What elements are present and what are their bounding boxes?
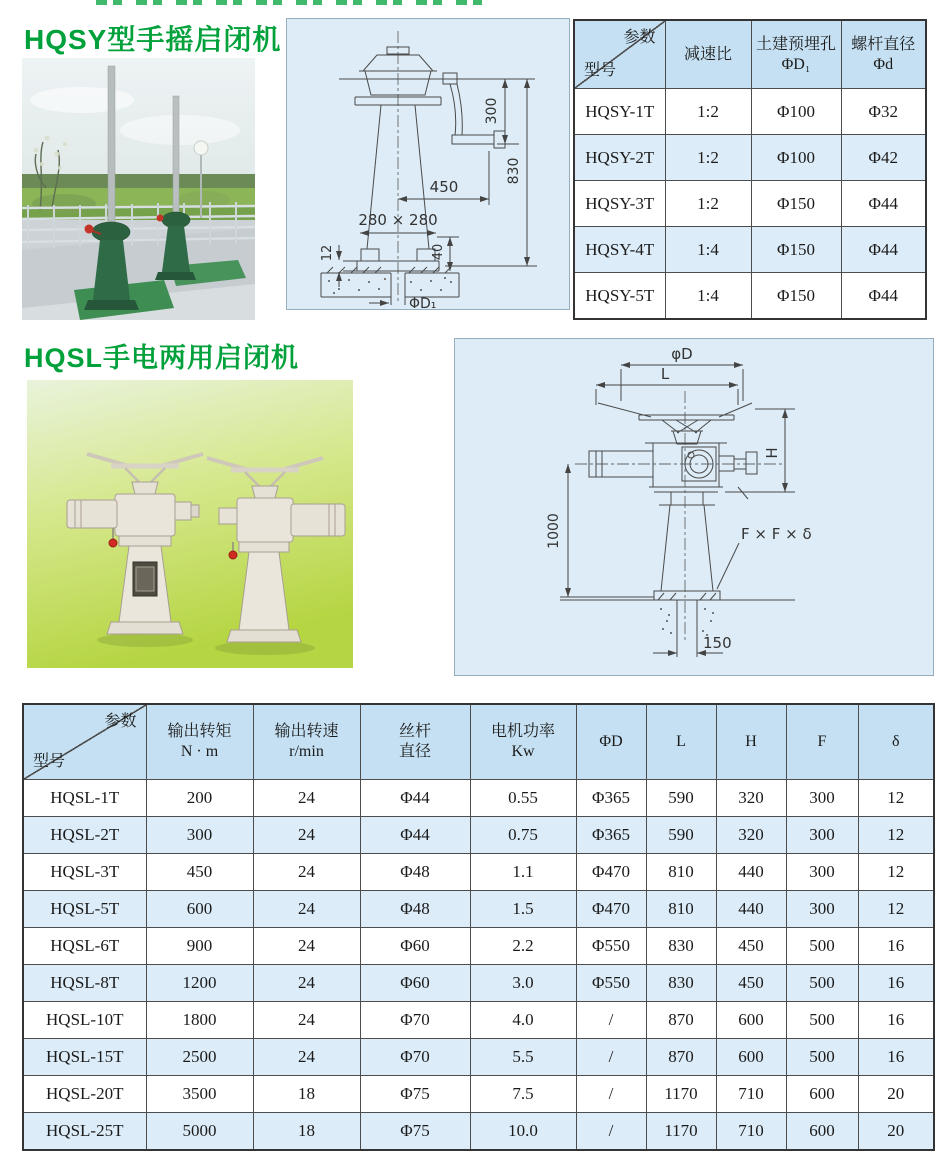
table-cell: 300 <box>786 780 858 817</box>
table-cell: 1170 <box>646 1113 716 1151</box>
table-cell: 18 <box>253 1076 360 1113</box>
dimensions <box>320 79 537 309</box>
table-cell: HQSY-5T <box>574 273 665 320</box>
table-cell: 590 <box>646 817 716 854</box>
header-h: H <box>716 704 786 780</box>
table-row <box>23 1113 934 1151</box>
table-cell: 830 <box>646 965 716 1002</box>
actuator-body-outline <box>589 443 757 505</box>
concrete-speckles <box>660 608 714 636</box>
ground-hatch <box>321 267 459 305</box>
table-row <box>23 1039 934 1076</box>
corner-label-parameter: 参数 <box>623 29 656 46</box>
table-cell: Φ150 <box>751 273 841 320</box>
header-reduction-ratio: 减速比 <box>665 20 751 89</box>
table-cell: 1:2 <box>665 135 751 181</box>
table-cell: 500 <box>786 1002 858 1039</box>
table-cell: Φ75 <box>360 1076 470 1113</box>
dim-1000: 1000 <box>546 513 562 549</box>
table-cell: HQSL-10T <box>23 1002 146 1039</box>
corner-label-model: 型号 <box>33 753 66 770</box>
table-cell: 600 <box>716 1039 786 1076</box>
table-row <box>574 135 926 181</box>
table-cell: 810 <box>646 854 716 891</box>
corner-label-parameter: 参数 <box>104 713 137 730</box>
screw-stem-left <box>108 66 115 232</box>
table-cell: 1800 <box>146 1002 253 1039</box>
table-cell: HQSL-3T <box>23 854 146 891</box>
section-title-hqsl: HQSL手电两用启闭机 <box>24 343 300 373</box>
header-motor-power: 电机功率 Kw <box>470 704 576 780</box>
table-cell: 3.0 <box>470 965 576 1002</box>
table-cell: 18 <box>253 1113 360 1151</box>
dim-450: 450 <box>429 178 459 196</box>
table-cell: 870 <box>646 1002 716 1039</box>
table-cell: Φ470 <box>576 891 646 928</box>
table-cell: 1200 <box>146 965 253 1002</box>
table-cell: 500 <box>786 965 858 1002</box>
table-cell: 320 <box>716 780 786 817</box>
table-cell: Φ470 <box>576 854 646 891</box>
table-cell: 24 <box>253 854 360 891</box>
concrete-speckles <box>328 277 452 294</box>
corner-header-cell <box>23 704 146 780</box>
table-cell: 870 <box>646 1039 716 1076</box>
table-cell: HQSL-15T <box>23 1039 146 1076</box>
dim-280x280: 280 × 280 <box>358 211 438 229</box>
table-cell: 500 <box>786 928 858 965</box>
dim-h: H <box>763 447 781 459</box>
table-cell: 450 <box>146 854 253 891</box>
table-cell: 710 <box>716 1076 786 1113</box>
table-cell: 1:2 <box>665 181 751 227</box>
header-output-speed: 输出转速 r/min <box>253 704 360 780</box>
table-cell: 24 <box>253 891 360 928</box>
header-phi-d: ΦD <box>576 704 646 780</box>
table-cell: 24 <box>253 817 360 854</box>
table-cell: Φ42 <box>841 135 926 181</box>
table-cell: Φ44 <box>841 273 926 320</box>
table-cell: 500 <box>786 1039 858 1076</box>
table-cell: 600 <box>716 1002 786 1039</box>
header-f: F <box>786 704 858 780</box>
table-cell: 710 <box>716 1113 786 1151</box>
table-row <box>574 181 926 227</box>
table-row <box>23 1002 934 1039</box>
table-row <box>23 780 934 817</box>
table-cell: 300 <box>786 854 858 891</box>
table-cell: 24 <box>253 1039 360 1076</box>
corner-header-cell <box>574 20 665 89</box>
table-cell: Φ75 <box>360 1113 470 1151</box>
table-cell: 1.5 <box>470 891 576 928</box>
table-cell: 300 <box>786 817 858 854</box>
table-cell: 590 <box>646 780 716 817</box>
table-row <box>23 928 934 965</box>
table-cell: Φ70 <box>360 1002 470 1039</box>
hqsl-parameter-table <box>22 703 935 1151</box>
table-cell: HQSL-6T <box>23 928 146 965</box>
table-row <box>23 965 934 1002</box>
table-cell: HQSY-2T <box>574 135 665 181</box>
table-cell: Φ100 <box>751 89 841 135</box>
dim-l: L <box>660 365 670 383</box>
table-row <box>23 817 934 854</box>
table-row <box>574 273 926 320</box>
table-cell: 1.1 <box>470 854 576 891</box>
table-cell: / <box>576 1002 646 1039</box>
table-cell: Φ365 <box>576 817 646 854</box>
hqsy-parameter-table <box>573 19 927 320</box>
table-cell: Φ550 <box>576 965 646 1002</box>
table-cell: 24 <box>253 965 360 1002</box>
header-output-torque: 输出转矩 N · m <box>146 704 253 780</box>
table-cell: Φ550 <box>576 928 646 965</box>
table-cell: 1:2 <box>665 89 751 135</box>
table-cell: 450 <box>716 965 786 1002</box>
header-row <box>23 704 934 780</box>
table-cell: 600 <box>146 891 253 928</box>
section-title-hqsy: HQSY型手摇启闭机 <box>24 24 282 55</box>
table-cell: 900 <box>146 928 253 965</box>
table-cell: Φ48 <box>360 854 470 891</box>
corner-label-model: 型号 <box>584 62 617 79</box>
table-cell: 600 <box>786 1076 858 1113</box>
header-embedded-hole: 土建预埋孔 ΦD₁ <box>751 20 841 89</box>
table-cell: 300 <box>786 891 858 928</box>
table-cell: 450 <box>716 928 786 965</box>
table-cell: HQSL-1T <box>23 780 146 817</box>
dim-300: 300 <box>484 97 500 125</box>
table-cell: Φ48 <box>360 891 470 928</box>
table-cell: 24 <box>253 780 360 817</box>
table-cell: HQSL-8T <box>23 965 146 1002</box>
table-cell: 20 <box>858 1113 934 1151</box>
table-cell: 12 <box>858 780 934 817</box>
table-cell: Φ44 <box>360 817 470 854</box>
table-cell: HQSY-3T <box>574 181 665 227</box>
table-cell: Φ70 <box>360 1039 470 1076</box>
hqsy-dimension-drawing <box>286 18 570 310</box>
table-cell: 320 <box>716 817 786 854</box>
table-cell: 12 <box>858 817 934 854</box>
table-row <box>574 89 926 135</box>
table-cell: 1170 <box>646 1076 716 1113</box>
table-cell: Φ44 <box>841 227 926 273</box>
table-cell: 810 <box>646 891 716 928</box>
table-cell: Φ44 <box>841 181 926 227</box>
hqsl-drawing-svg <box>455 339 933 675</box>
table-cell: / <box>576 1113 646 1151</box>
dim-150: 150 <box>703 634 732 652</box>
table-cell: HQSY-1T <box>574 89 665 135</box>
table-cell: 0.75 <box>470 817 576 854</box>
table-cell: 7.5 <box>470 1076 576 1113</box>
table-cell: 10.0 <box>470 1113 576 1151</box>
table-cell: HQSL-20T <box>23 1076 146 1113</box>
header-row <box>574 20 926 89</box>
dimensions <box>546 345 812 657</box>
table-cell: 0.55 <box>470 780 576 817</box>
table-row <box>23 891 934 928</box>
table-cell: Φ150 <box>751 227 841 273</box>
table-cell: 5.5 <box>470 1039 576 1076</box>
header-l: L <box>646 704 716 780</box>
table-cell: 300 <box>146 817 253 854</box>
table-cell: Φ365 <box>576 780 646 817</box>
table-cell: 3500 <box>146 1076 253 1113</box>
table-cell: Φ100 <box>751 135 841 181</box>
handwheel-outline <box>598 403 752 444</box>
table-cell: HQSY-4T <box>574 227 665 273</box>
dim-fff: F × F × δ <box>741 525 812 543</box>
table-cell: 16 <box>858 965 934 1002</box>
table-row <box>23 854 934 891</box>
table-cell: 2.2 <box>470 928 576 965</box>
table-cell: Φ60 <box>360 965 470 1002</box>
header-delta: δ <box>858 704 934 780</box>
table-cell: 440 <box>716 891 786 928</box>
table-cell: 24 <box>253 1002 360 1039</box>
photo-hqsl-illustration <box>27 380 353 668</box>
screw-stem-right <box>173 96 179 222</box>
table-cell: 12 <box>858 854 934 891</box>
hqsy-drawing-svg <box>287 19 569 309</box>
table-cell: 600 <box>786 1113 858 1151</box>
table-cell: 4.0 <box>470 1002 576 1039</box>
dim-phi-d: φD <box>671 345 693 363</box>
hqsl-dimension-drawing <box>454 338 934 676</box>
dim-830: 830 <box>506 157 522 185</box>
header-screw-diameter: 丝杆 直径 <box>360 704 470 780</box>
table-cell: 830 <box>646 928 716 965</box>
table-cell: Φ150 <box>751 181 841 227</box>
table-cell: 12 <box>858 891 934 928</box>
table-cell: 200 <box>146 780 253 817</box>
table-cell: 16 <box>858 1002 934 1039</box>
table-cell: 1:4 <box>665 273 751 320</box>
table-row <box>574 227 926 273</box>
table-cell: 16 <box>858 928 934 965</box>
cropped-heading-fragment <box>96 0 488 5</box>
dim-12: 12 <box>320 244 335 262</box>
photo-hqsy-illustration <box>22 58 255 320</box>
dim-phi-d1: ΦD₁ <box>409 296 437 309</box>
table-cell: Φ60 <box>360 928 470 965</box>
table-cell: 20 <box>858 1076 934 1113</box>
header-screw-diameter: 螺杆直径 Φd <box>841 20 926 89</box>
table-cell: / <box>576 1039 646 1076</box>
photo-hqsl-products <box>27 380 353 668</box>
table-cell: 1:4 <box>665 227 751 273</box>
table-cell: HQSL-5T <box>23 891 146 928</box>
table-cell: 440 <box>716 854 786 891</box>
table-cell: / <box>576 1076 646 1113</box>
table-cell: 2500 <box>146 1039 253 1076</box>
table-cell: Φ32 <box>841 89 926 135</box>
table-cell: Φ44 <box>360 780 470 817</box>
table-cell: 16 <box>858 1039 934 1076</box>
table-cell: 24 <box>253 928 360 965</box>
photo-hqsy-site <box>22 58 255 320</box>
table-cell: HQSL-2T <box>23 817 146 854</box>
table-cell: HQSL-25T <box>23 1113 146 1151</box>
table-row <box>23 1076 934 1113</box>
lamp-globe <box>194 141 208 155</box>
dim-40: 40 <box>431 243 446 261</box>
table-cell: 5000 <box>146 1113 253 1151</box>
